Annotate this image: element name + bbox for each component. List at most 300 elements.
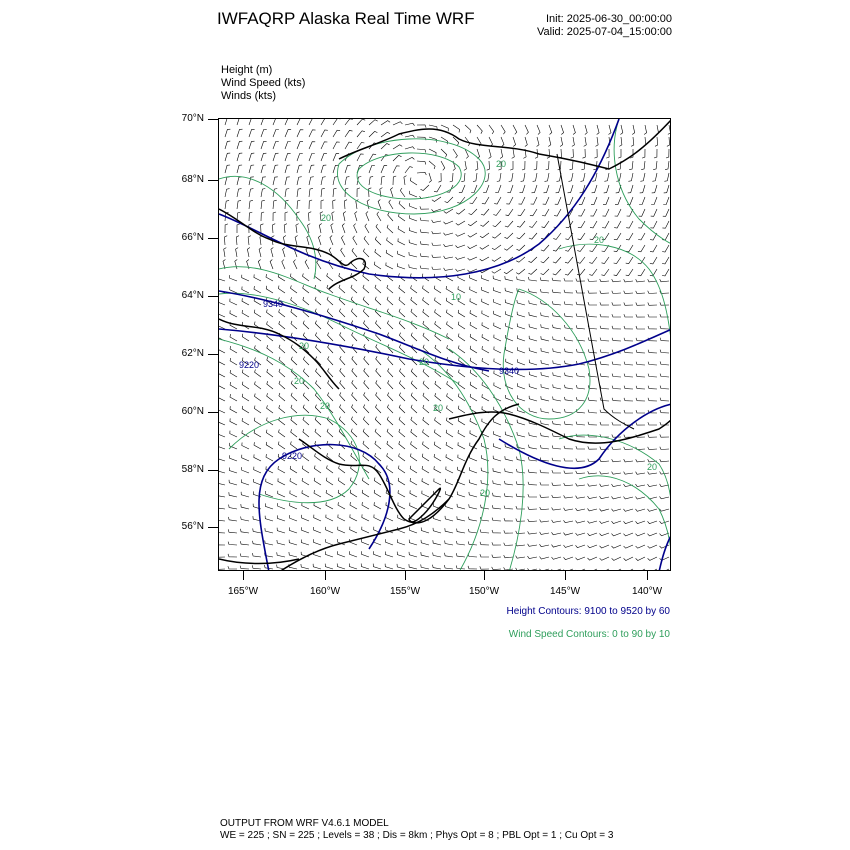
wind-barb bbox=[376, 392, 381, 401]
wind-barb bbox=[432, 220, 441, 223]
wind-barb bbox=[540, 495, 549, 498]
wind-barb bbox=[541, 245, 549, 251]
wind-barb bbox=[409, 240, 417, 245]
wind-barb bbox=[541, 360, 549, 365]
wind-barb bbox=[333, 130, 340, 137]
wind-barb bbox=[572, 137, 575, 146]
wind-barb bbox=[423, 442, 430, 450]
wind-barb bbox=[445, 528, 453, 533]
wind-barb bbox=[398, 478, 405, 485]
speed-label: 20 bbox=[294, 376, 305, 386]
speed-label: 20 bbox=[299, 341, 310, 351]
lat-label-70n: 70°N bbox=[181, 113, 204, 124]
wind-barb bbox=[291, 429, 297, 437]
wind-barb bbox=[585, 125, 587, 135]
wind-barb bbox=[458, 418, 465, 425]
wind-barb bbox=[241, 504, 249, 509]
lon-label-155w: 155°W bbox=[389, 586, 421, 597]
wind-barb bbox=[564, 533, 574, 536]
wind-barb bbox=[363, 441, 369, 449]
wind-barb bbox=[660, 338, 669, 341]
wind-barb bbox=[279, 381, 285, 389]
wind-barb bbox=[660, 326, 669, 329]
wind-barb bbox=[565, 257, 573, 263]
wind-barb bbox=[219, 542, 225, 545]
wind-barb bbox=[266, 430, 273, 437]
wind-barb bbox=[493, 468, 501, 473]
wind-barb bbox=[600, 291, 609, 294]
wind-barb bbox=[254, 430, 261, 437]
wind-barb bbox=[330, 236, 333, 246]
wind-barb bbox=[237, 224, 240, 233]
wind-barb bbox=[612, 374, 621, 377]
wind-barb bbox=[652, 173, 657, 181]
wind-barb bbox=[648, 569, 657, 571]
wind-barb bbox=[564, 409, 573, 413]
wind-barb bbox=[517, 335, 525, 341]
wind-barb bbox=[509, 173, 513, 182]
wind-barb bbox=[378, 200, 381, 210]
wind-barb bbox=[411, 297, 417, 305]
wind-barb bbox=[600, 459, 609, 462]
wind-barb bbox=[636, 362, 645, 365]
wind-barb bbox=[482, 322, 489, 329]
wind-barb bbox=[345, 119, 353, 125]
wind-barb bbox=[229, 492, 237, 497]
wind-barb bbox=[459, 185, 465, 192]
wind-barb bbox=[639, 197, 645, 205]
wind-barb bbox=[225, 224, 228, 233]
wind-barb bbox=[481, 209, 489, 215]
wind-barb bbox=[564, 446, 573, 449]
wind-barb bbox=[541, 421, 549, 426]
wind-barb bbox=[237, 189, 242, 197]
wind-barb bbox=[600, 509, 610, 511]
wind-barb bbox=[564, 520, 574, 522]
wind-barb bbox=[494, 347, 501, 354]
wind-barb bbox=[377, 212, 381, 221]
wind-barb bbox=[434, 454, 441, 461]
wind-barb bbox=[648, 291, 657, 294]
wind-barb bbox=[456, 209, 465, 214]
wind-barb bbox=[660, 545, 670, 548]
wind-barb bbox=[420, 218, 429, 221]
wind-barb bbox=[354, 224, 357, 233]
wind-barb bbox=[302, 466, 309, 473]
wind-barb bbox=[420, 229, 429, 233]
wind-barb bbox=[638, 233, 645, 240]
wind-barb bbox=[325, 564, 333, 569]
wind-barb bbox=[458, 334, 465, 341]
wind-barb bbox=[447, 381, 453, 389]
wind-barb bbox=[393, 145, 402, 149]
wind-barb bbox=[564, 458, 573, 461]
wind-barb bbox=[624, 314, 633, 317]
wind-barb bbox=[273, 153, 279, 161]
wind-barb bbox=[600, 496, 610, 499]
wind-barb bbox=[373, 551, 381, 557]
wind-barb bbox=[517, 312, 525, 317]
wind-barb bbox=[559, 149, 562, 158]
wind-barb bbox=[229, 468, 237, 474]
wind-barb bbox=[273, 130, 279, 138]
wind-barb bbox=[265, 503, 273, 509]
wind-barb bbox=[660, 362, 669, 366]
wind-barb bbox=[386, 263, 393, 270]
wind-barb bbox=[612, 496, 622, 499]
wind-barb bbox=[492, 233, 501, 238]
wind-barb bbox=[444, 268, 453, 271]
wind-barb bbox=[469, 467, 477, 473]
wind-barb bbox=[487, 161, 490, 170]
wind-barb bbox=[513, 137, 516, 147]
wind-barb bbox=[432, 267, 441, 270]
wind-barb bbox=[291, 441, 298, 449]
wind-barb bbox=[552, 569, 562, 571]
wind-barb bbox=[290, 503, 297, 509]
wind-barb bbox=[542, 221, 550, 228]
wind-barb bbox=[321, 165, 326, 173]
wind-barb bbox=[309, 200, 312, 209]
wind-barb bbox=[279, 321, 285, 329]
wind-barb bbox=[548, 137, 551, 147]
wind-barb bbox=[456, 233, 465, 236]
speed-label: 10 bbox=[451, 292, 462, 302]
wind-barb bbox=[494, 359, 501, 366]
wind-barb bbox=[297, 153, 303, 161]
wind-barb bbox=[253, 541, 262, 545]
wind-barb bbox=[285, 119, 291, 125]
wind-barb bbox=[328, 393, 334, 402]
wind-barb bbox=[576, 459, 585, 462]
wind-barb bbox=[291, 309, 297, 317]
wind-barb bbox=[600, 521, 610, 523]
wind-barb bbox=[285, 212, 288, 221]
wind-barb bbox=[318, 248, 322, 257]
wind-barb bbox=[624, 303, 633, 306]
wind-barb bbox=[409, 527, 417, 533]
wind-barb bbox=[481, 275, 489, 281]
wind-barb bbox=[235, 260, 237, 270]
wind-barb bbox=[636, 569, 645, 571]
wind-barb bbox=[314, 478, 321, 485]
wind-barb bbox=[588, 496, 598, 499]
wind-barb bbox=[267, 345, 273, 353]
wind-barb bbox=[540, 544, 550, 547]
wind-barb bbox=[470, 430, 477, 437]
wind-barb bbox=[501, 125, 505, 134]
wind-barb bbox=[399, 345, 405, 354]
wind-barb bbox=[504, 269, 513, 274]
wind-barb bbox=[230, 382, 237, 389]
wind-barb bbox=[228, 566, 237, 569]
wind-barb bbox=[444, 244, 454, 247]
wind-barb bbox=[505, 276, 513, 281]
wind-barb bbox=[367, 200, 369, 210]
wind-barb bbox=[375, 237, 381, 245]
wind-barb bbox=[249, 177, 254, 185]
wind-barb bbox=[492, 269, 501, 273]
speed-label: 20 bbox=[320, 401, 331, 411]
wind-barb bbox=[273, 119, 279, 125]
wind-barb bbox=[553, 245, 561, 251]
wind-barb bbox=[668, 125, 671, 134]
wind-barb bbox=[540, 507, 549, 510]
wind-barb bbox=[588, 471, 597, 474]
wind-barb bbox=[493, 443, 501, 449]
height-label: 9220 bbox=[282, 451, 303, 461]
model-info-line1: OUTPUT FROM WRF V4.6.1 MODEL bbox=[220, 818, 389, 829]
wind-barb bbox=[493, 276, 501, 281]
wind-barb bbox=[461, 173, 465, 182]
wind-barb bbox=[549, 125, 552, 135]
wind-barb bbox=[321, 119, 328, 125]
wind-barb bbox=[493, 221, 501, 227]
speed-label: 20 bbox=[480, 488, 491, 498]
wind-barb bbox=[433, 528, 441, 533]
wind-barb bbox=[314, 490, 321, 497]
wind-barb bbox=[600, 373, 609, 377]
wind-barb bbox=[253, 528, 261, 533]
wind-barb bbox=[366, 212, 369, 222]
wind-barb bbox=[303, 285, 309, 293]
wind-barb bbox=[528, 531, 537, 534]
speed-label: 20 bbox=[594, 235, 605, 245]
wind-barb bbox=[660, 569, 669, 571]
wind-barb bbox=[405, 167, 413, 173]
wind-barb bbox=[553, 384, 561, 389]
wind-barb bbox=[576, 290, 585, 293]
wind-barb bbox=[225, 129, 230, 137]
wind-barb bbox=[636, 386, 645, 389]
variable-height: Height (m) bbox=[221, 64, 273, 76]
wind-barb bbox=[364, 344, 369, 353]
wind-barb bbox=[342, 224, 345, 234]
wind-barb bbox=[291, 345, 297, 353]
wind-barb bbox=[254, 406, 261, 413]
wind-barb bbox=[338, 515, 345, 522]
wind-barb bbox=[624, 497, 634, 499]
wind-barb bbox=[398, 238, 405, 245]
wind-barb bbox=[541, 396, 549, 401]
wind-barb bbox=[266, 479, 273, 485]
wind-barb bbox=[423, 286, 430, 294]
wind-barb bbox=[279, 429, 286, 437]
wind-barb bbox=[541, 313, 549, 318]
wind-barb bbox=[309, 130, 316, 137]
wind-barb bbox=[387, 429, 393, 437]
wind-barb bbox=[521, 173, 525, 181]
wind-barb bbox=[219, 505, 225, 509]
wind-barb bbox=[482, 287, 489, 293]
wind-barb bbox=[494, 335, 501, 341]
lat-tick bbox=[208, 238, 218, 239]
wind-barb bbox=[570, 161, 574, 170]
wind-barb bbox=[297, 130, 303, 137]
wind-barb bbox=[552, 290, 561, 294]
coastline-norton-sound bbox=[219, 319, 339, 389]
wind-barb bbox=[651, 197, 657, 205]
wind-barb bbox=[343, 212, 346, 222]
speed-label: 20 bbox=[647, 462, 658, 472]
wind-barb bbox=[327, 321, 333, 330]
wind-barb bbox=[439, 173, 442, 182]
wind-barb bbox=[399, 405, 405, 413]
wind-barb bbox=[236, 236, 239, 245]
wind-barb bbox=[399, 441, 405, 449]
wind-barb bbox=[583, 149, 586, 158]
wind-barb bbox=[636, 398, 645, 401]
wind-barb bbox=[417, 149, 426, 153]
wind-barb bbox=[576, 325, 585, 329]
wind-barb bbox=[387, 321, 393, 329]
wind-barb bbox=[242, 443, 249, 450]
wind-barb bbox=[241, 517, 249, 522]
wind-barb bbox=[468, 257, 477, 260]
wind-barb bbox=[345, 142, 352, 149]
wind-barb bbox=[375, 285, 381, 293]
wind-barb bbox=[470, 394, 477, 401]
wind-barb bbox=[434, 466, 441, 473]
wind-barb bbox=[489, 125, 494, 134]
wind-barb bbox=[303, 357, 309, 365]
wind-barb bbox=[588, 545, 598, 548]
wind-barb bbox=[612, 472, 621, 475]
wind-barb bbox=[636, 557, 645, 561]
wind-barb bbox=[327, 465, 334, 473]
wind-barb bbox=[612, 509, 622, 511]
wind-barb bbox=[589, 269, 597, 275]
wind-barb bbox=[624, 521, 634, 524]
wind-barb bbox=[381, 132, 390, 137]
wind-barb bbox=[266, 286, 273, 293]
wind-barb bbox=[219, 443, 225, 449]
wind-barb bbox=[504, 555, 513, 558]
wind-barb bbox=[470, 298, 477, 305]
speed-label: 20 bbox=[496, 159, 507, 169]
wind-barb bbox=[660, 386, 669, 389]
wind-barb bbox=[660, 279, 669, 282]
height-label: 9340 bbox=[263, 299, 284, 309]
wind-barb bbox=[261, 224, 264, 233]
wind-barb bbox=[369, 120, 378, 125]
wind-barb bbox=[404, 176, 407, 185]
wind-barb bbox=[624, 533, 634, 536]
coastlines bbox=[219, 119, 671, 571]
valid-time: Valid: 2025-07-04_15:00:00 bbox=[537, 26, 672, 38]
wind-barb bbox=[297, 200, 300, 209]
wind-barb bbox=[219, 431, 225, 437]
wind-barb bbox=[242, 382, 249, 389]
wind-barb bbox=[624, 459, 633, 462]
wind-barb bbox=[333, 177, 338, 185]
wind-barb bbox=[540, 482, 549, 485]
wind-barb bbox=[364, 356, 369, 365]
wind-barb bbox=[410, 203, 418, 209]
wind-barb bbox=[588, 484, 597, 487]
wind-barb bbox=[576, 508, 586, 511]
wind-barb bbox=[357, 154, 364, 161]
wind-barb bbox=[279, 309, 285, 317]
wind-barb bbox=[552, 508, 561, 511]
wind-barb bbox=[333, 188, 337, 197]
wind-barb bbox=[513, 125, 517, 134]
lat-tick bbox=[208, 296, 218, 297]
wind-barb bbox=[541, 408, 549, 413]
wind-barb bbox=[516, 531, 525, 534]
wind-barb bbox=[482, 358, 489, 365]
wind-barb bbox=[602, 221, 609, 228]
wind-barb bbox=[303, 417, 309, 425]
wind-barb bbox=[596, 137, 599, 146]
wind-barb bbox=[303, 297, 309, 305]
wind-barb bbox=[636, 509, 646, 511]
wind-barb bbox=[504, 543, 513, 546]
wind-barb bbox=[278, 442, 285, 449]
lon-label-165w: 165°W bbox=[227, 586, 259, 597]
wind-barb bbox=[237, 141, 242, 149]
wind-barb bbox=[337, 551, 345, 557]
wind-barb bbox=[237, 129, 243, 137]
wind-barb bbox=[636, 410, 645, 413]
wind-barb bbox=[663, 197, 669, 205]
wind-barb bbox=[517, 432, 525, 437]
wind-barb bbox=[480, 245, 489, 249]
wind-barb bbox=[285, 130, 291, 137]
wind-barb bbox=[266, 442, 273, 449]
wind-barb bbox=[636, 545, 645, 548]
wind-barb bbox=[629, 161, 633, 170]
wind-barb bbox=[612, 398, 621, 401]
wind-barb bbox=[340, 380, 345, 389]
wind-barb bbox=[374, 515, 381, 522]
wind-barb bbox=[648, 386, 657, 389]
wind-barb bbox=[267, 321, 273, 329]
wind-barb bbox=[648, 521, 658, 524]
wind-barb bbox=[397, 539, 405, 545]
wind-barb bbox=[290, 515, 298, 521]
wind-barb bbox=[529, 300, 537, 305]
wind-barb bbox=[564, 471, 573, 474]
wind-barb bbox=[480, 233, 489, 238]
wind-barb bbox=[219, 480, 225, 485]
wind-barb bbox=[540, 445, 549, 449]
wind-barb bbox=[497, 173, 501, 182]
wind-barb bbox=[376, 405, 382, 414]
wind-barb bbox=[505, 233, 514, 239]
wind-barb bbox=[411, 405, 417, 413]
wind-barb bbox=[505, 469, 513, 474]
wind-barb bbox=[458, 442, 465, 449]
wind-barb bbox=[381, 121, 390, 125]
wind-barb bbox=[492, 505, 501, 509]
wind-barb bbox=[375, 441, 381, 449]
wind-barb bbox=[316, 369, 322, 378]
wind-barb bbox=[242, 298, 249, 305]
wind-barb bbox=[400, 188, 405, 197]
wind-barb bbox=[351, 417, 357, 425]
wind-barb bbox=[552, 520, 561, 523]
wind-barb bbox=[237, 177, 242, 185]
wind-barb bbox=[588, 314, 597, 317]
wind-barb bbox=[255, 369, 261, 377]
wind-barb bbox=[612, 447, 621, 450]
wind-barb bbox=[565, 349, 574, 353]
wind-barb bbox=[612, 326, 621, 329]
wind-barb bbox=[326, 539, 334, 545]
wind-barb bbox=[267, 405, 273, 413]
wind-barb bbox=[576, 521, 586, 523]
